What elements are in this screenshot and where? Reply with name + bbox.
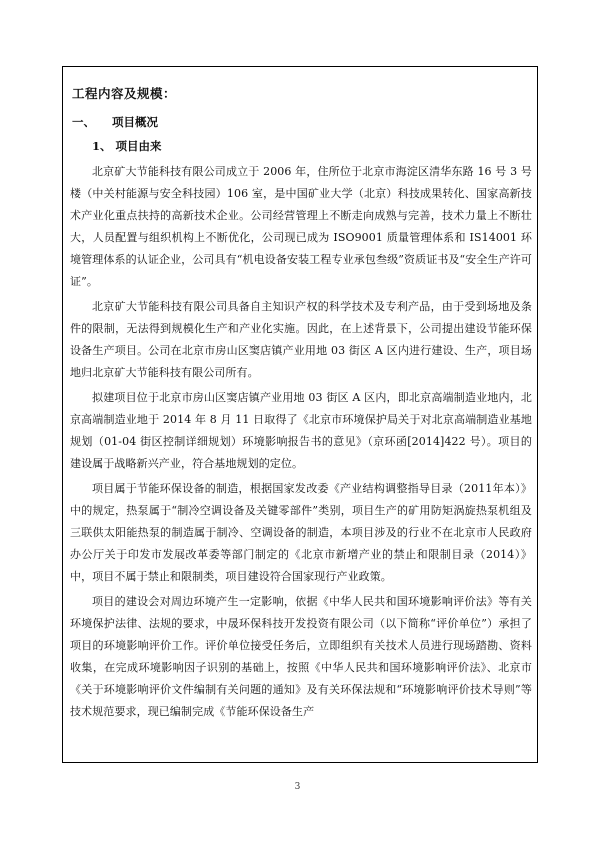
paragraph: 北京矿大节能科技有限公司具备自主知识产权的科学技术及专利产品，由于受到场地及条件的限制，无法得到规模化生产和产业化实施。因此，在上述背景下，公司提出建设节能环保设备生产项目。公司在北京市房山区窦店镇产业用地 03 街区 A 区内进行建设、生产，项目场地归北京矿大节能科技有限公司所有。 [70,300,532,379]
subsection-title: 1、 项目由来 [92,139,162,153]
paragraph: 拟建项目位于北京市房山区窦店镇产业用地 03 街区 A 区内，即北京高端制造业地内，北京高端制造业地于 2014 年 8 月 11 日取得了《北京市环境保护局关于对北京高端制造业基地规划（01-04 街区控制详细规划）环境影响报告书的意见》（京环函[2014]422 号）。项目的建设属于战略新兴产业，符合基地规划的定位。 [70,391,532,470]
page-number: 3 [294,782,301,792]
paragraph: 项目属于节能环保设备的制造，根据国家发改委《产业结构调整指导目录（2011年本）》中的规定，热泵属于“制冷空调设备及关键零部件”类别，项目生产的矿用防矩涡旋热泵机组及三联供太阳能热泵的制造属于制冷、空调设备的制造，本项目涉及的行业不在北京市人民政府办公厅关于印发市发展改革委等部门制定的《北京市新增产业的禁止和限制目录（2014）》中，项目不属于禁止和限制类，项目建设符合国家现行产业政策。 [70,482,532,583]
section-title [72,114,532,130]
paragraph: 项目的建设会对周边环境产生一定影响，依据《中华人民共和国环境影响评价法》等有关环境保护法律、法规的要求，中晟环保科技开发投资有限公司（以下简称“评价单位”）承担了项目的环境影响评价工作。评价单位接受任务后，立即组织有关技术人员进行现场踏勘、资料收集，在完成环境影响因子识别的基础上，按照《中华人民共和国环境影响评价法》、北京市《关于环境影响评价文件编制有关问题的通知》及有关环保法规和“环境影响评价技术导则”等技术规范要求，现已编制完成《节能环保设备生产 [70,595,532,718]
section-label: 项目概况 [112,115,158,129]
document-heading: 工程内容及规模： [72,86,177,101]
section-number: 一、 [72,115,95,129]
paragraph: 北京矿大节能科技有限公司成立于 2006 年，住所位于北京市海淀区清华东路 16 号 3 号楼（中关村能源与安全科技园）106 室，是中国矿业大学（北京）科技成果转化、国家高新技术产业化重点扶持的高新技术企业。公司经营管理上不断走向成熟与完善，技术力量上不断壮大，人员配置与组织机构上不断优化，公司现已成为 ISO9001 质量管理体系和 IS14001 环境管理体系的认证企业，公司具有“机电设备安装工程专业承包叁级”资质证书及“安全生产许可证”。 [70,165,532,288]
document-body [70,84,532,726]
